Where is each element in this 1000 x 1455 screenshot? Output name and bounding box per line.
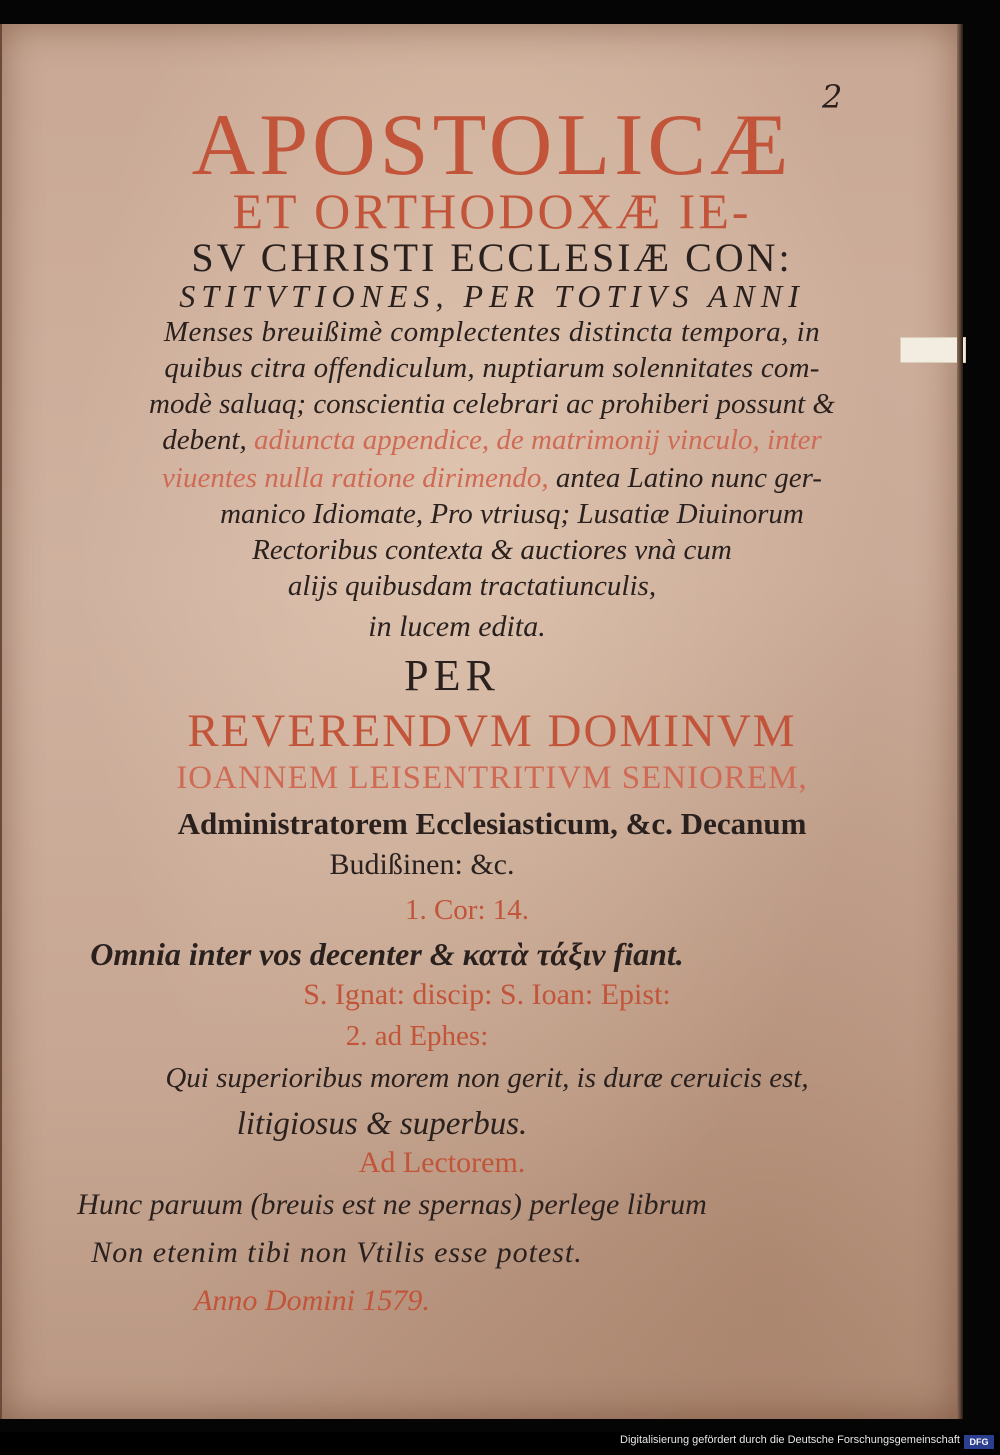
text-line-9-red: viuentes nulla ratione dirimendo, <box>162 462 549 494</box>
per-line: PER <box>404 651 500 700</box>
verse-line-2: Non etenim tibi non Vtilis esse potest. <box>91 1236 583 1269</box>
text-line-12: alijs quibusdam tractatiunculis, <box>287 570 657 602</box>
citation-cor: 1. Cor: 14. <box>404 894 530 926</box>
dfg-logo-icon: DFG <box>964 1435 994 1449</box>
text-line-11: Rectoribus contexta & auctiores vnà cum <box>252 534 732 566</box>
text-line-7: modè saluaq; conscientia celebrari ac prohiberi possunt & <box>149 388 835 420</box>
text-line-9-black: antea Latino nunc ger- <box>555 462 822 494</box>
text-line-9 <box>22 464 962 493</box>
footer-bar <box>0 1432 1000 1455</box>
author-line-2: IOANNEM LEISENTRITIVM SENIOREM, <box>176 760 808 796</box>
quote-ignat-1: Qui superioribus morem non gerit, is duræ ceruicis est, <box>165 1062 809 1094</box>
quote-ignat-2: litigiosus & superbus. <box>236 1106 528 1142</box>
funding-credit: Digitalisierung gefördert durch die Deutsche Forschungsgemeinschaft <box>620 1434 960 1446</box>
title-line-1: APOSTOLICÆ <box>191 97 793 194</box>
verse-line-1: Hunc paruum (breuis est ne spernas) perlege librum <box>77 1188 707 1221</box>
text-line-8 <box>22 426 962 455</box>
ad-lectorem: Ad Lectorem. <box>358 1146 526 1179</box>
text-line-8-red: adiuncta appendice, de matrimonij vinculo, inter <box>254 424 822 456</box>
text-line-13: in lucem edita. <box>368 610 546 643</box>
date-line: Anno Domini 1579. <box>194 1284 430 1317</box>
title-line-2: ET ORTHODOXÆ IE- <box>232 183 752 239</box>
citation-ephes: 2. ad Ephes: <box>345 1020 489 1052</box>
text-line-10: manico Idiomate, Pro vtriusq; Lusatiæ Diuinorum <box>220 498 804 530</box>
title-line-3: SV CHRISTI ECCLESIÆ CON: <box>191 235 793 280</box>
author-line-1: REVERENDVM DOMINVM <box>187 705 797 757</box>
author-title-line: Administratorem Ecclesiasticum, &c. Decanum <box>177 806 807 841</box>
title-page <box>0 24 957 1419</box>
folio-number: 2 <box>822 78 843 116</box>
quote-cor: Omnia inter vos decenter & κατὰ τάξιν fiant. <box>90 936 684 972</box>
text-line-6: quibus citra offendiculum, nuptiarum solennitates com- <box>164 352 820 384</box>
text-line-5: Menses breuißimè complectentes distincta tempora, in <box>163 316 821 348</box>
citation-ignat: S. Ignat: discip: S. Ioan: Epist: <box>303 978 671 1011</box>
title-line-4: STITVTIONES, PER TOTIVS ANNI <box>179 278 805 314</box>
author-place-line: Budißinen: &c. <box>329 848 515 881</box>
text-line-8-black: debent, <box>162 424 247 456</box>
